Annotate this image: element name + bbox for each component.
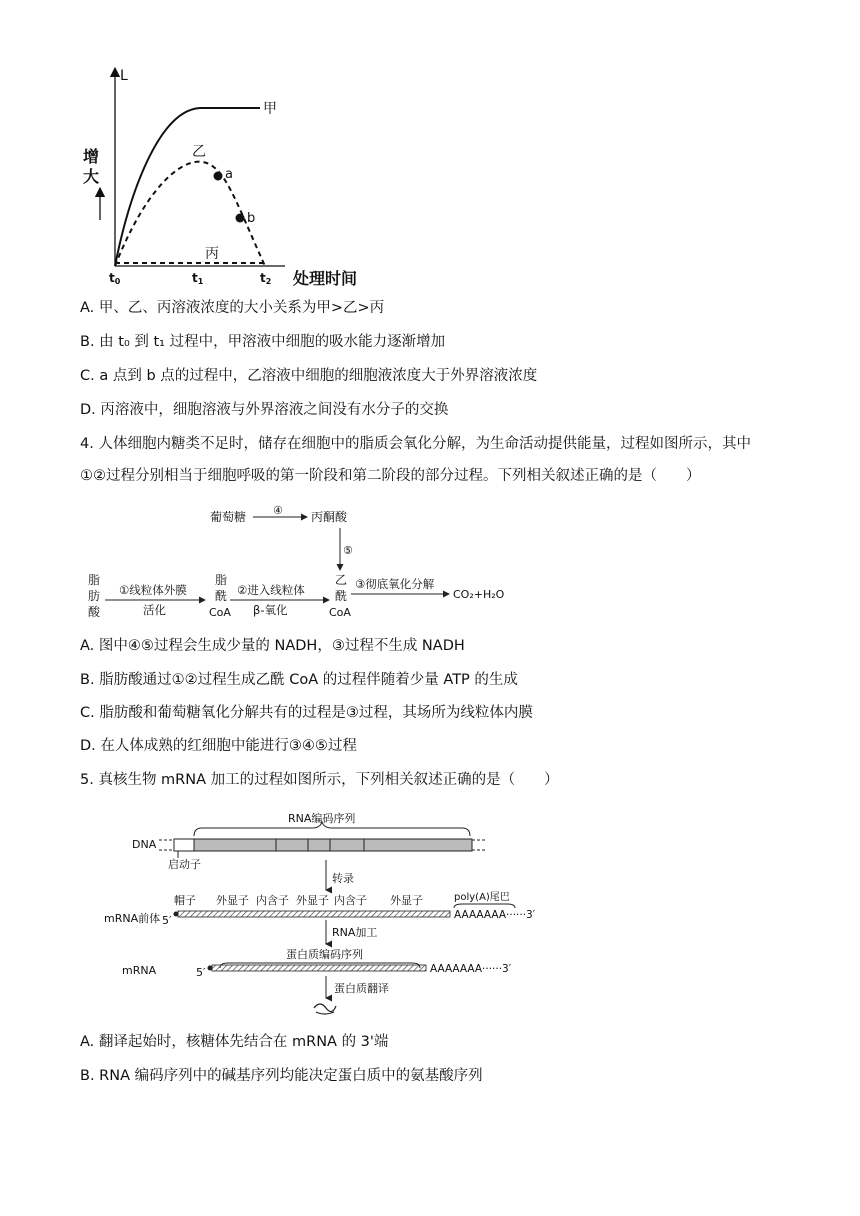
tick-t2: t2	[260, 271, 272, 286]
cap-label: 帽子	[174, 894, 196, 907]
acetyl-coa-2: 酰	[335, 589, 348, 603]
curve-bing-label: 丙	[205, 246, 219, 262]
curve-jia-label: 甲	[263, 101, 277, 117]
mrna-processing-diagram	[104, 808, 552, 1018]
exon1-label: 外显子	[216, 894, 249, 907]
step2-top: ②进入线粒体	[237, 583, 305, 597]
q3-option-c: C. a 点到 b 点的过程中，乙溶液中细胞的细胞液浓度大于外界溶液浓度	[80, 368, 538, 384]
mrna-polya: AAAAAAA······3′	[430, 963, 512, 975]
promoter-label: 启动子	[168, 858, 201, 871]
q4-option-b: B. 脂肪酸通过①②过程生成乙酰 CoA 的过程伴随着少量 ATP 的生成	[80, 672, 518, 688]
protein-coding-label: 蛋白质编码序列	[286, 948, 363, 961]
acetyl-coa-1: 乙	[335, 573, 348, 587]
q3-option-d: D. 丙溶液中，细胞溶液与外界溶液之间没有水分子的交换	[80, 402, 449, 418]
fatty-acid-2: 肪	[88, 589, 101, 603]
y-axis-label: L	[120, 68, 128, 84]
q4-option-c: C. 脂肪酸和葡萄糖氧化分解共有的过程是③过程，其场所为线粒体内膜	[80, 705, 533, 721]
point-b-label: b	[247, 211, 256, 226]
intron2-label: 内含子	[334, 894, 367, 907]
q4-option-d: D. 在人体成熟的红细胞中能进行③④⑤过程	[80, 738, 357, 754]
pre-mrna-polya: AAAAAAA······3′	[454, 909, 536, 921]
q4-stem-line1: 4. 人体细胞内糖类不足时，储存在细胞中的脂质会氧化分解，为生命活动提供能量，过程如图所示，其中	[80, 436, 751, 452]
acyl-coa-1: 脂	[215, 573, 228, 587]
pre-mrna-5prime: 5′	[162, 914, 172, 927]
fatty-acid-1: 脂	[88, 573, 101, 587]
step1-bottom: 活化	[143, 603, 166, 617]
x-axis-label: 处理时间	[293, 269, 358, 288]
dna-promoter	[174, 839, 194, 851]
curve-yi-label: 乙	[192, 144, 206, 160]
exon2-label: 外显子	[296, 894, 329, 907]
mrna-strand	[212, 965, 426, 971]
mrna-label: mRNA	[122, 964, 157, 977]
q5-option-a: A. 翻译起始时，核糖体先结合在 mRNA 的 3'端	[80, 1034, 389, 1050]
product-label: CO₂+H₂O	[453, 588, 505, 601]
dna-coding-region	[194, 839, 472, 851]
y-axis-desc-2: 大	[83, 167, 100, 186]
q3-option-a: A. 甲、乙、丙溶液浓度的大小关系为甲>乙>丙	[80, 300, 385, 316]
tick-t0: t0	[109, 271, 121, 286]
polya-brace	[454, 904, 515, 908]
step2-bottom: β-氧化	[253, 603, 288, 617]
step4-label: ④	[273, 504, 283, 517]
fatty-acid-oxidation-diagram	[85, 506, 525, 626]
transcription-label: 转录	[332, 872, 354, 885]
exon3-label: 外显子	[390, 894, 423, 907]
dna-label: DNA	[132, 838, 157, 851]
concentration-curve-figure	[75, 60, 375, 292]
acyl-coa-2: 酰	[215, 589, 228, 603]
curve-yi	[115, 162, 265, 266]
q5-option-b: B. RNA 编码序列中的碱基序列均能决定蛋白质中的氨基酸序列	[80, 1068, 483, 1084]
step3-top: ③彻底氧化分解	[355, 577, 435, 591]
step5-label: ⑤	[343, 544, 353, 557]
processing-label: RNA加工	[332, 926, 378, 939]
curve-jia	[115, 108, 260, 266]
q5-stem: 5. 真核生物 mRNA 加工的过程如图所示，下列相关叙述正确的是（ ）	[80, 772, 559, 788]
glucose-label: 葡萄糖	[210, 510, 247, 524]
q3-option-b: B. 由 t₀ 到 t₁ 过程中，甲溶液中细胞的吸水能力逐渐增加	[80, 334, 446, 350]
point-a-label: a	[225, 167, 233, 182]
pyruvate-label: 丙酮酸	[311, 510, 348, 524]
mrna-5prime: 5′	[196, 966, 206, 979]
point-a	[214, 172, 223, 181]
pre-mrna-strand	[178, 911, 450, 917]
step1-top: ①线粒体外膜	[119, 583, 187, 597]
pre-mrna-label: mRNA前体	[104, 912, 161, 925]
tick-t1: t1	[192, 271, 204, 286]
q4-stem-line2: ①②过程分别相当于细胞呼吸的第一阶段和第二阶段的部分过程。下列相关叙述正确的是（ ）	[80, 468, 701, 484]
point-b	[236, 214, 245, 223]
y-axis-desc-1: 增	[83, 147, 100, 166]
intron1-label: 内含子	[256, 894, 289, 907]
polya-label: poly(A)尾巴	[454, 892, 510, 903]
acetyl-coa-3: CoA	[329, 606, 351, 619]
acyl-coa-3: CoA	[209, 606, 231, 619]
translation-label: 蛋白质翻译	[334, 982, 389, 995]
protein-icon	[314, 1004, 336, 1014]
fatty-acid-3: 酸	[88, 605, 101, 619]
q4-option-a: A. 图中④⑤过程会生成少量的 NADH，③过程不生成 NADH	[80, 638, 465, 654]
rna-coding-label: RNA编码序列	[288, 812, 356, 825]
